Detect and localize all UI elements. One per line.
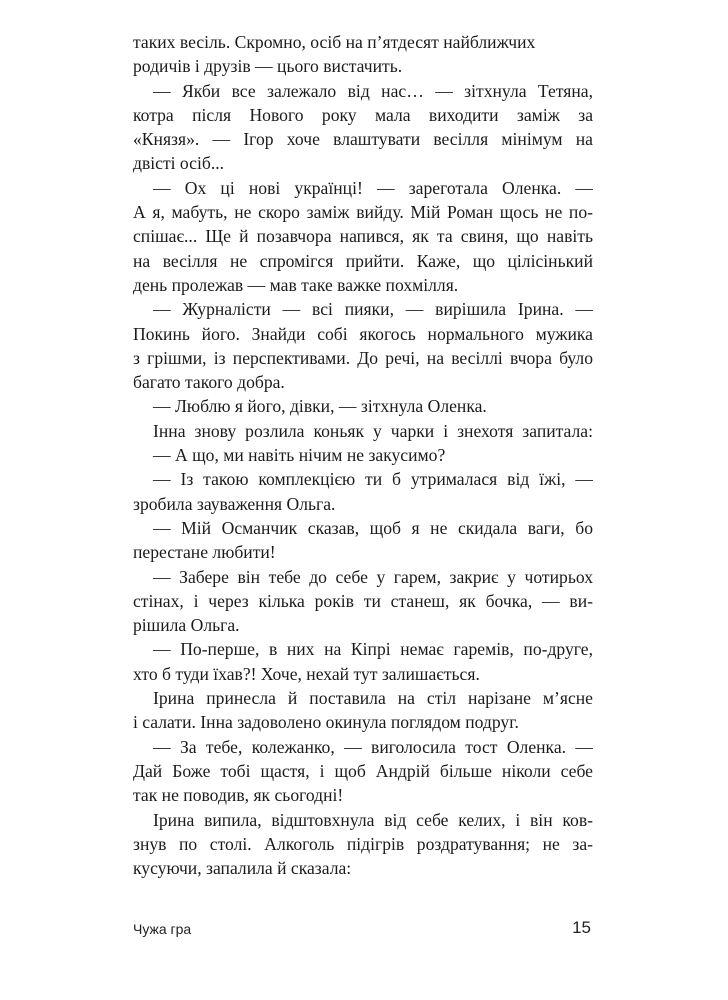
text-line: таких весіль. Скромно, осіб на п’ятдесят найближчих	[133, 32, 536, 52]
text-line: — Мій Османчик сказав, щоб я не скидала ваги, бо	[153, 517, 593, 538]
text-line: день пролежав — мав таке важке похмілля.	[133, 274, 459, 295]
text-line: перестане любити!	[133, 542, 276, 563]
text-line: двісті осіб...	[133, 153, 225, 174]
text-line: багато такого добра.	[133, 372, 285, 393]
text-line: Покинь його. Знайди собі якогось нормального мужика	[133, 323, 593, 344]
text-line: Дай Боже тобі щастя, і щоб Андрій більше ніколи себе	[133, 760, 593, 781]
text-line: — Ох ці нові українці! — зареготала Оленка. —	[153, 177, 593, 198]
text-line: родичів і друзів — цього вистачить.	[133, 56, 403, 77]
text-line: знув по столі. Алкоголь підігрів роздратування; не за-	[133, 833, 593, 854]
text-line: з грішми, із перспективами. До речі, на весіллі вчора було	[133, 347, 593, 368]
text-line: котра після Нового року мала виходити заміж за	[133, 104, 593, 125]
text-line: так не поводив, як сьогодні!	[133, 785, 344, 806]
text-line: — Якби все залежало від нас… — зітхнула Тетяна,	[153, 80, 593, 101]
text-line: — Із такою комплекцією ти б утрималася від їжі, —	[153, 469, 593, 490]
text-line: — По-перше, в них на Кіпрі немає гаремів, по-друге,	[153, 639, 593, 660]
text-line: «Князя». — Ігор хоче влаштувати весілля мінімум на	[133, 129, 593, 150]
text-line: кусуючи, запалила й сказала:	[133, 858, 352, 879]
text-line: — Люблю я його, дівки, — зітхнула Оленка.	[153, 396, 487, 417]
text-line: — А що, ми навіть нічим не закусимо?	[153, 445, 446, 466]
text-line: — Журналісти — всі пияки, — вирішила Ірина. —	[153, 299, 593, 320]
text-line: зробила зауваження Ольга.	[133, 493, 336, 514]
text-line: спішає... Ще й позавчора напився, як та свиня, що навіть	[133, 226, 593, 247]
page-number: 15	[572, 918, 591, 937]
text-line: рішила Ольга.	[133, 615, 240, 636]
text-line: Ірина випила, відштовхнула від себе келих, і він ков-	[153, 809, 593, 830]
text-line: Ірина принесла й поставила на стіл нарізане м’ясне	[153, 688, 593, 709]
text-line: на весілля не спромігся прийти. Каже, що цілісінький	[133, 250, 593, 271]
text-line: — За тебе, колежанко, — виголосила тост Оленка. —	[153, 736, 593, 757]
text-line: стінах, і через кілька років ти станеш, як бочка, — ви-	[133, 590, 593, 611]
footer-book-title: Чужа гра	[133, 921, 192, 937]
page-body	[133, 30, 593, 880]
text-line: Інна знову розлила коньяк у чарки і знехотя запитала:	[153, 420, 593, 441]
text-line: і салати. Інна задоволено окинула поглядом подруг.	[133, 712, 519, 733]
text-line: А я, мабуть, не скоро заміж вийду. Мій Роман щось не по-	[133, 202, 593, 223]
text-line: хто б туди їхав?! Хоче, нехай тут залишається.	[133, 663, 480, 684]
text-line: — Забере він тебе до себе у гарем, закриє у чотирьох	[153, 566, 593, 587]
